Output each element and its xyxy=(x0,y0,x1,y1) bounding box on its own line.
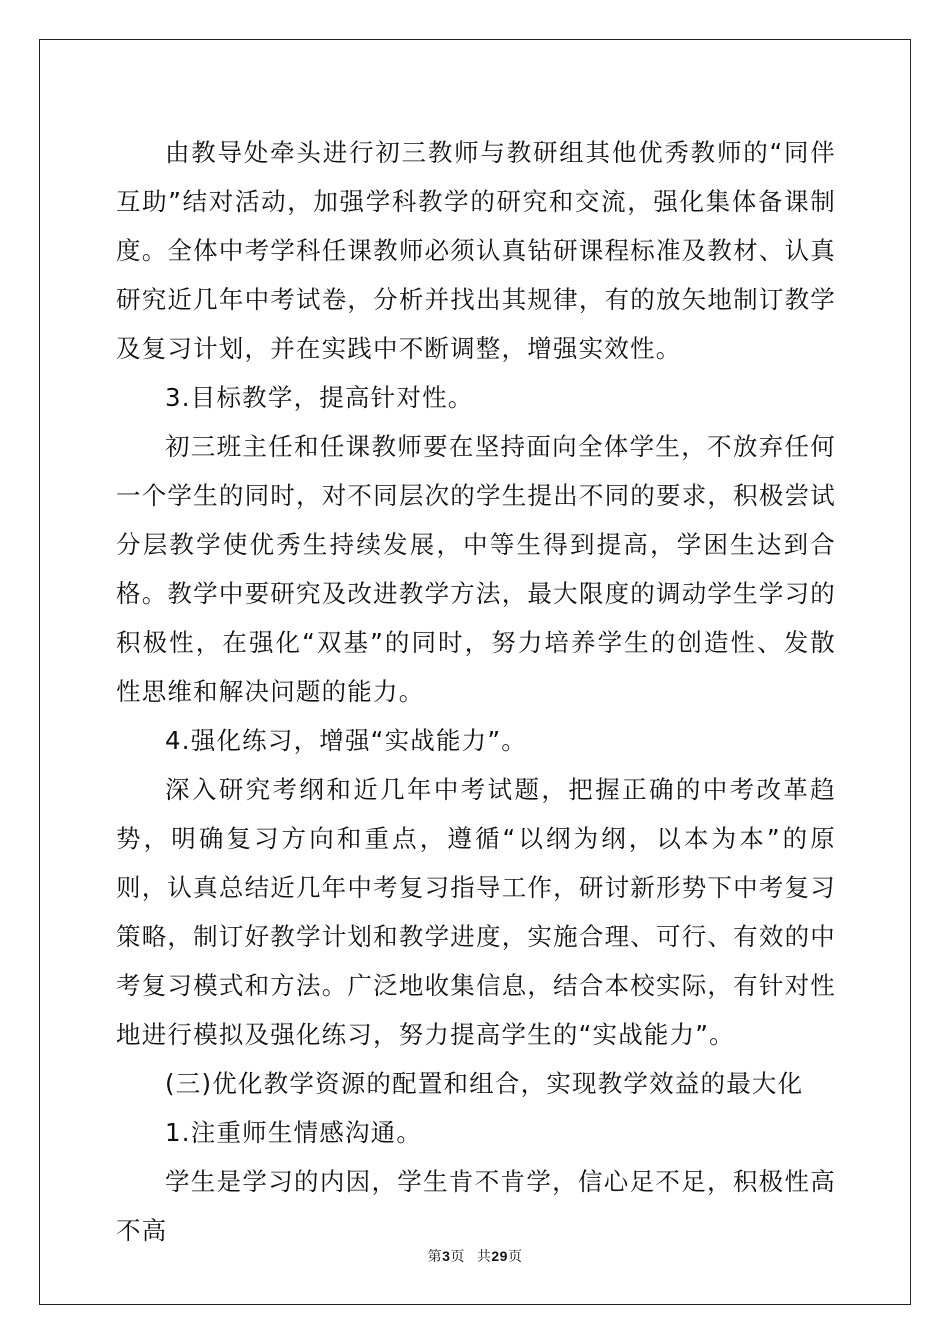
footer-total-unit: 页 xyxy=(507,1249,523,1265)
paragraph-7: 1.注重师生情感沟通。 xyxy=(165,1118,423,1147)
footer-total-prefix: 共 xyxy=(476,1249,492,1265)
page-footer xyxy=(0,1246,950,1266)
footer-page-number: 3 xyxy=(442,1248,451,1264)
paragraph-5: 深入研究考纲和近几年中考试题，把握正确的中考改革趋势，明确复习方向和重点，遵循“以纲为纲，以本为本”的原则，认真总结近几年中考复习指导工作，研讨新形势下中考复习策略，制订好教学计划和教学进度，实施合理、可行、有效的中考复习模式和方法。广泛地收集信息，结合本校实际，有针对性地进行模拟及强化练习，努力提高学生的“实战能力”。 xyxy=(116,775,836,1049)
footer-prefix: 第 xyxy=(427,1249,443,1265)
paragraph-8: 学生是学习的内因，学生肯不肯学，信心足不足，积极性高不高 xyxy=(116,1167,836,1245)
paragraph-1: 由教导处牵头进行初三教师与教研组其他优秀教师的“同伴互助”结对活动，加强学科教学的研究和交流，强化集体备课制度。全体中考学科任课教师必须认真钻研课程标准及教材、认真研究近几年中考试卷，分析并找出其规律，有的放矢地制订教学及复习计划，并在实践中不断调整，增强实效性。 xyxy=(116,138,836,363)
paragraph-2: 3.目标教学，提高针对性。 xyxy=(165,383,474,412)
document-body xyxy=(116,128,836,1255)
paragraph-4: 4.强化练习，增强“实战能力”。 xyxy=(165,726,527,755)
paragraph-3: 初三班主任和任课教师要在坚持面向全体学生，不放弃任何一个学生的同时，对不同层次的学生提出不同的要求，积极尝试分层教学使优秀生持续发展，中等生得到提高，学困生达到合格。教学中要研究及改进教学方法，最大限度的调动学生学习的积极性，在强化“双基”的同时，努力培养学生的创造性、发散性思维和解决问题的能力。 xyxy=(116,432,836,706)
footer-total-pages: 29 xyxy=(491,1248,508,1264)
paragraph-6: (三)优化教学资源的配置和组合，实现教学效益的最大化 xyxy=(165,1069,804,1098)
footer-page-unit: 页 xyxy=(450,1249,465,1265)
